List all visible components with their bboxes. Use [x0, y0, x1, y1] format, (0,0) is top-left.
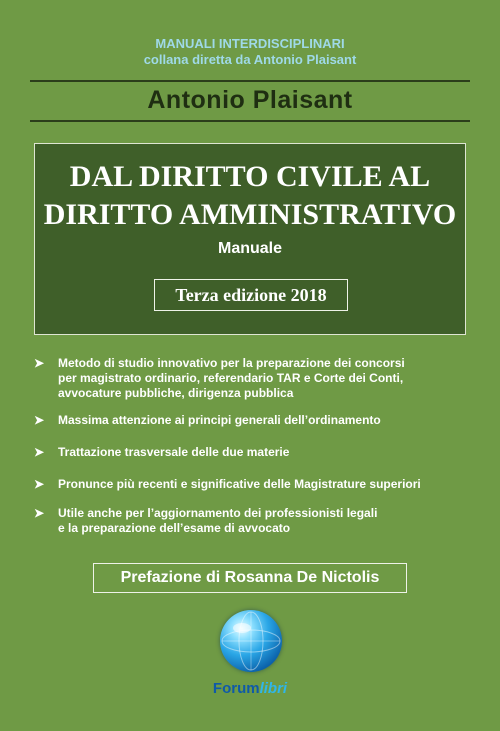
feature-text-line: Pronunce più recenti e significative delle Magistrature superiori	[58, 477, 421, 491]
top-rule	[30, 80, 470, 82]
publisher-logo	[0, 680, 500, 697]
feature-item	[34, 413, 470, 428]
feature-list	[34, 356, 470, 536]
arrow-bullet-icon: ➤	[34, 506, 45, 520]
title-line-2: DIRITTO AMMINISTRATIVO	[43, 198, 457, 231]
feature-item	[34, 445, 470, 460]
feature-item	[34, 477, 470, 492]
preface-label: Prefazione di Rosanna De Nictolis	[93, 563, 407, 593]
series-editor: collana diretta da Antonio Plaisant	[143, 52, 357, 67]
title-box	[34, 143, 466, 335]
feature-text-line: e la preparazione dell’esame di avvocato	[58, 521, 291, 535]
arrow-bullet-icon: ➤	[34, 413, 45, 427]
feature-text-line: per magistrato ordinario, referendario TAR e Corte dei Conti,	[58, 371, 404, 385]
feature-item	[34, 506, 470, 536]
edition-label: Terza edizione 2018	[154, 279, 348, 311]
title-line-1: DAL DIRITTO CIVILE AL	[69, 160, 431, 193]
book-subtitle: Manuale	[217, 240, 282, 257]
series-name: MANUALI INTERDISCIPLINARI	[155, 36, 345, 51]
feature-item	[34, 356, 470, 401]
series-heading	[0, 36, 500, 68]
feature-text-line: Massima attenzione ai principi generali dell’ordinamento	[58, 413, 381, 427]
arrow-bullet-icon: ➤	[34, 477, 45, 491]
author-rule	[30, 120, 470, 122]
feature-text-line: Trattazione trasversale delle due materie	[58, 445, 290, 459]
arrow-bullet-icon: ➤	[34, 356, 45, 370]
author-name: Antonio Plaisant	[147, 86, 353, 114]
publisher-name-part1: Forum	[212, 680, 260, 697]
arrow-bullet-icon: ➤	[34, 445, 45, 459]
book-title	[35, 158, 465, 234]
globe-logo-icon	[220, 610, 282, 672]
feature-text-line: Utile anche per l’aggiornamento dei professionisti legali	[58, 506, 378, 520]
feature-text-line: Metodo di studio innovativo per la preparazione dei concorsi	[58, 356, 405, 370]
publisher-name-part2: libri	[259, 680, 288, 697]
feature-text-line: avvocature pubbliche, dirigenza pubblica	[58, 386, 294, 400]
